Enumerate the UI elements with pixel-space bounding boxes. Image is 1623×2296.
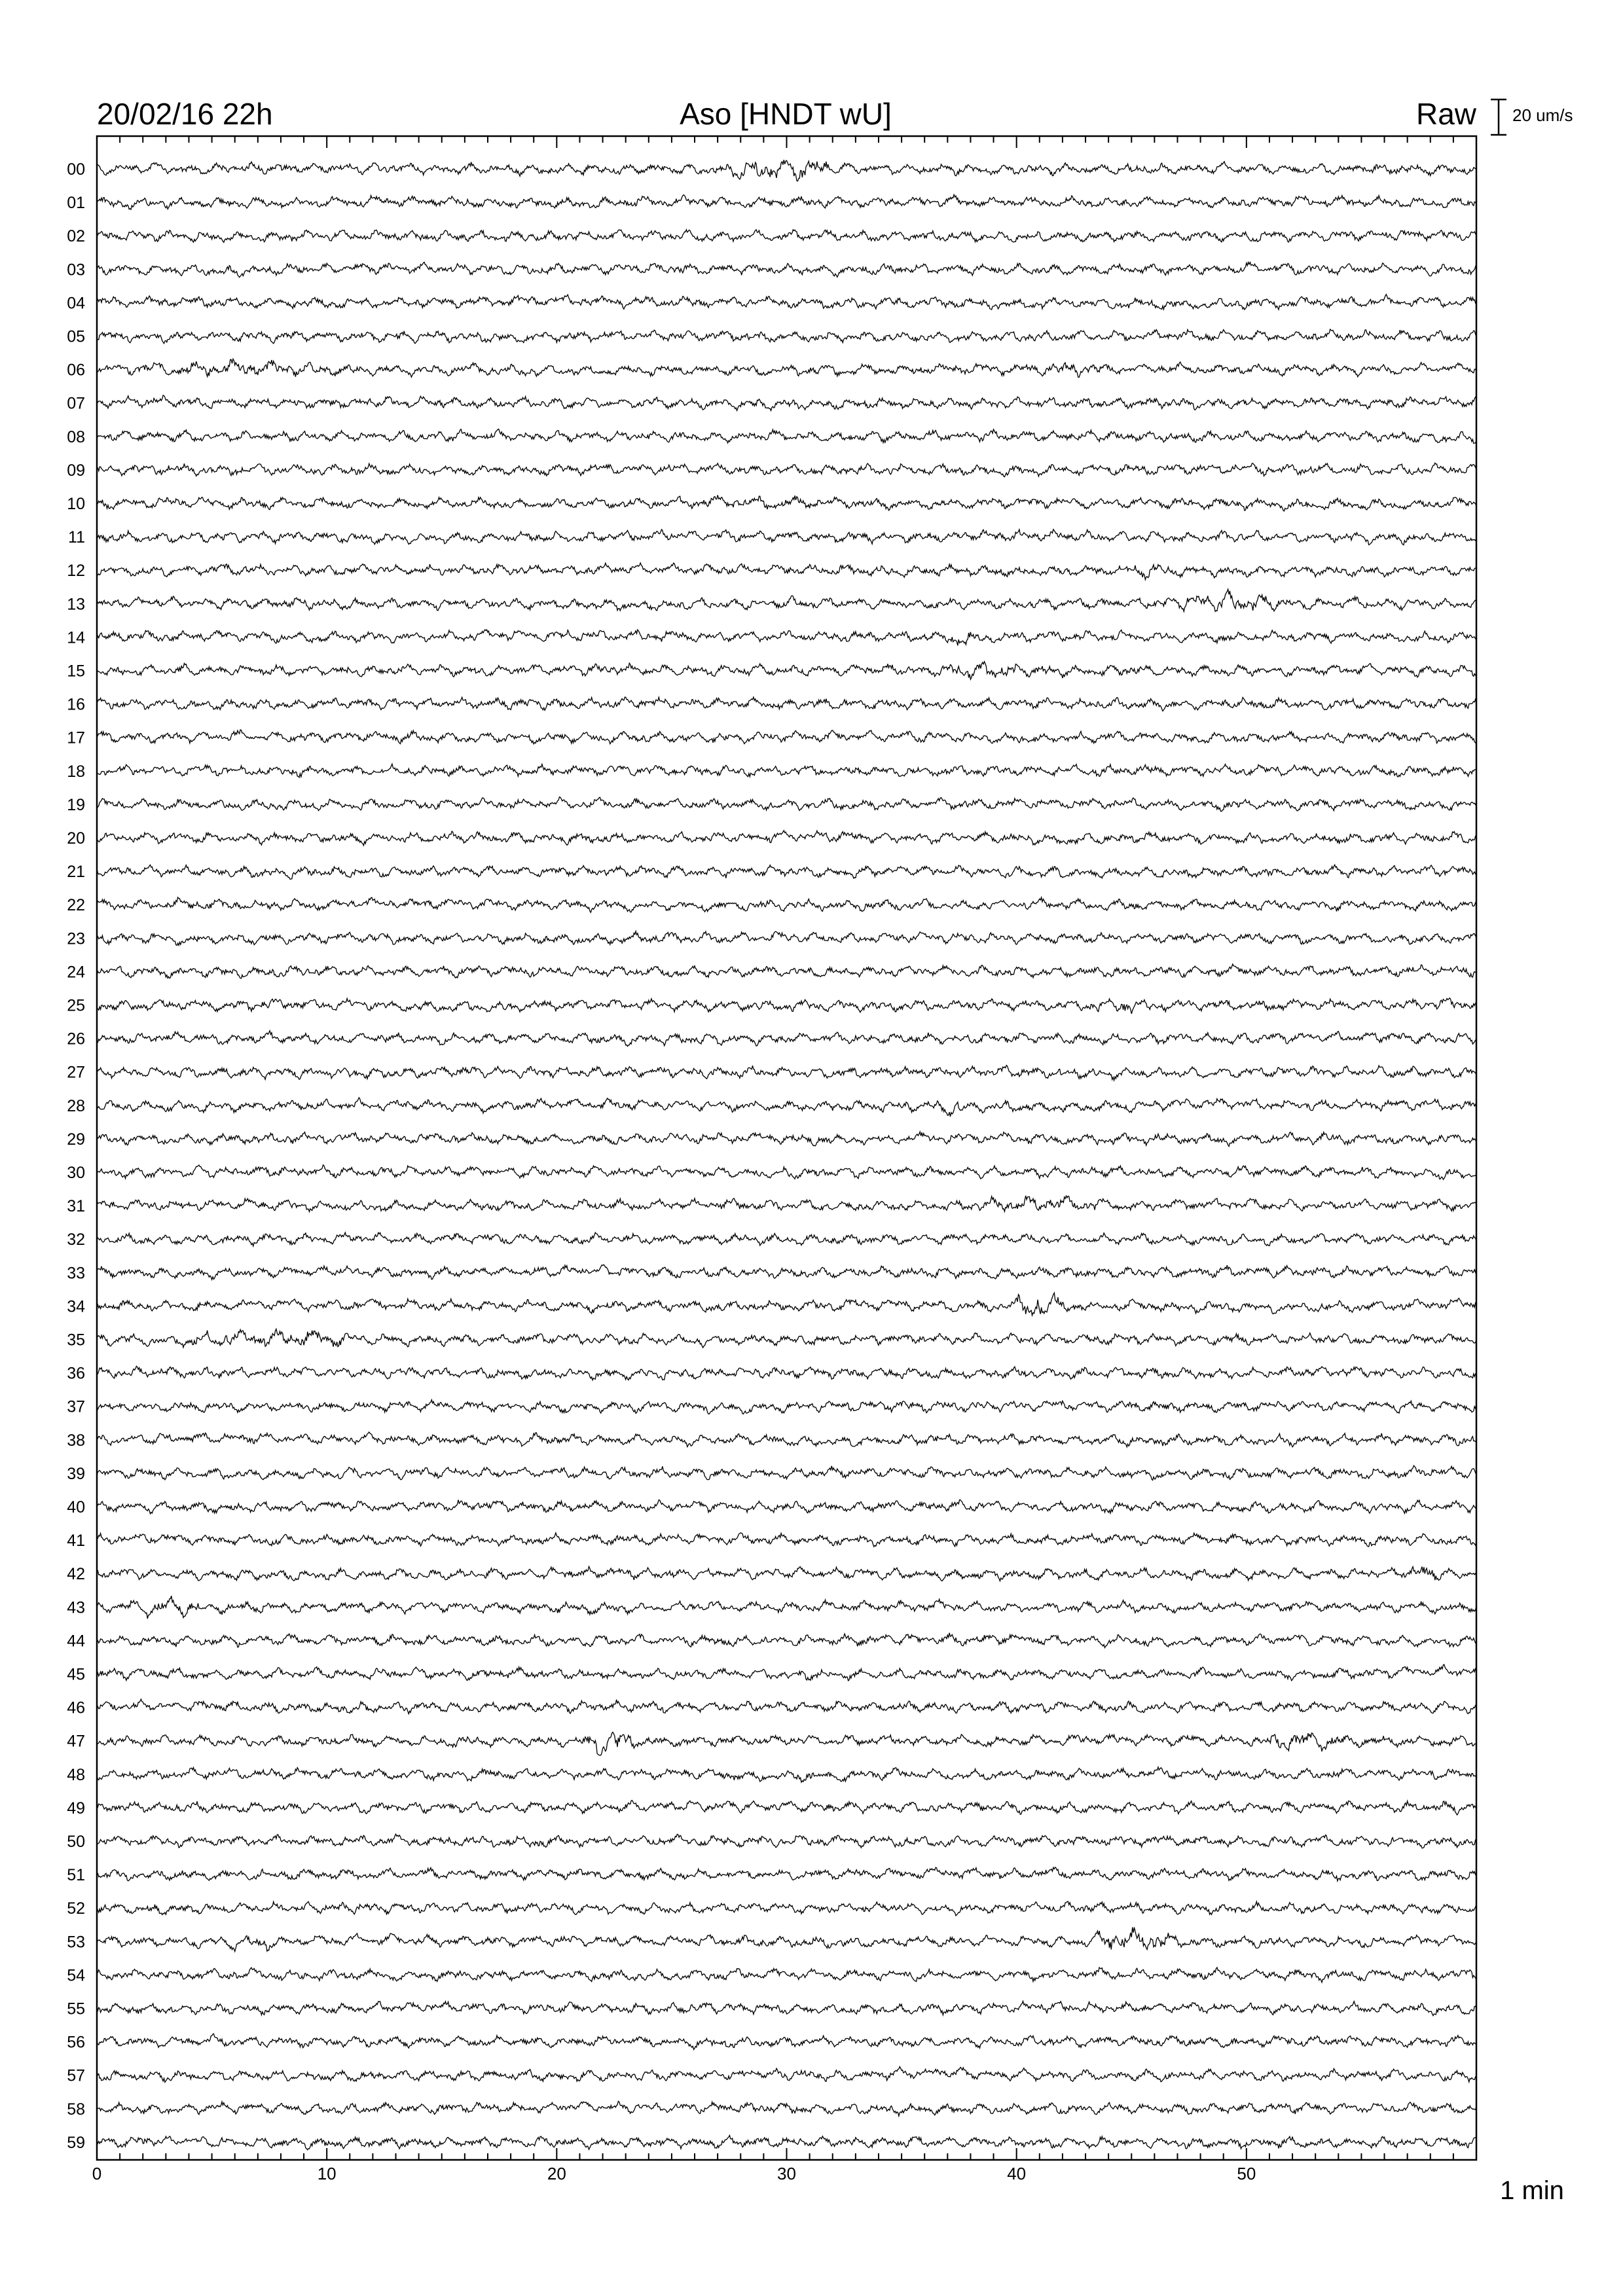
trace-50 [97, 1834, 1476, 1848]
trace-22 [97, 897, 1476, 912]
trace-46 [97, 1699, 1476, 1714]
row-label-35: 35 [67, 1331, 85, 1350]
row-label-26: 26 [67, 1030, 85, 1049]
x-tick-label-10: 10 [317, 2164, 337, 2183]
row-label-47: 47 [67, 1732, 85, 1751]
row-label-39: 39 [67, 1464, 85, 1483]
trace-52 [97, 1901, 1476, 1916]
trace-31 [97, 1196, 1476, 1212]
x-tick-label-50: 50 [1237, 2164, 1256, 2183]
x-tick-label-20: 20 [547, 2164, 566, 2183]
trace-24 [97, 964, 1476, 978]
trace-57 [97, 2067, 1476, 2083]
row-label-12: 12 [67, 562, 85, 581]
row-label-23: 23 [67, 929, 85, 948]
row-label-20: 20 [67, 829, 85, 848]
trace-06 [97, 359, 1476, 377]
trace-40 [97, 1500, 1476, 1514]
trace-03 [97, 262, 1476, 278]
row-label-11: 11 [68, 528, 85, 547]
header-mode-label: Raw [1415, 97, 1476, 131]
row-label-24: 24 [67, 963, 85, 982]
trace-19 [97, 797, 1476, 812]
row-label-51: 51 [67, 1866, 85, 1885]
row-label-07: 07 [67, 394, 85, 413]
row-label-46: 46 [67, 1698, 85, 1717]
row-label-16: 16 [67, 695, 85, 714]
trace-48 [97, 1767, 1476, 1782]
trace-30 [97, 1165, 1476, 1179]
row-label-00: 00 [67, 160, 85, 179]
scale-bar-label: 20 um/s [1512, 105, 1573, 125]
row-label-29: 29 [67, 1130, 85, 1149]
trace-25 [97, 998, 1476, 1014]
row-label-25: 25 [67, 996, 85, 1015]
trace-55 [97, 2001, 1476, 2016]
trace-45 [97, 1664, 1476, 1681]
row-label-30: 30 [67, 1164, 85, 1182]
trace-28 [97, 1098, 1476, 1117]
row-label-21: 21 [67, 863, 85, 882]
trace-18 [97, 764, 1476, 778]
row-label-33: 33 [67, 1264, 85, 1283]
trace-12 [97, 563, 1476, 580]
trace-04 [97, 295, 1476, 310]
seismic-traces [97, 160, 1476, 2150]
row-label-19: 19 [67, 795, 85, 814]
trace-26 [97, 1031, 1476, 1047]
trace-01 [97, 194, 1476, 209]
trace-09 [97, 463, 1476, 476]
row-label-17: 17 [67, 728, 85, 747]
row-label-13: 13 [67, 595, 85, 614]
trace-59 [97, 2136, 1476, 2150]
trace-39 [97, 1465, 1476, 1480]
row-label-59: 59 [67, 2133, 85, 2152]
trace-58 [97, 2102, 1476, 2117]
row-label-05: 05 [67, 327, 85, 346]
row-labels [67, 160, 85, 2152]
trace-23 [97, 931, 1476, 946]
row-label-09: 09 [67, 461, 85, 480]
row-label-32: 32 [67, 1230, 85, 1249]
row-label-27: 27 [67, 1063, 85, 1082]
trace-54 [97, 1967, 1476, 1982]
row-label-34: 34 [67, 1297, 85, 1316]
row-label-55: 55 [67, 2000, 85, 2018]
row-label-56: 56 [67, 2033, 85, 2052]
trace-08 [97, 429, 1476, 444]
trace-42 [97, 1566, 1476, 1581]
header-datetime: 20/02/16 22h [97, 97, 273, 131]
trace-47 [97, 1732, 1476, 1755]
row-label-50: 50 [67, 1833, 85, 1851]
row-label-53: 53 [67, 1933, 85, 1952]
trace-37 [97, 1400, 1476, 1414]
trace-27 [97, 1066, 1476, 1081]
row-label-03: 03 [67, 260, 85, 279]
trace-43 [97, 1596, 1476, 1619]
trace-34 [97, 1293, 1476, 1316]
trace-51 [97, 1867, 1476, 1881]
trace-05 [97, 329, 1476, 344]
trace-14 [97, 630, 1476, 645]
row-label-02: 02 [67, 227, 85, 246]
trace-29 [97, 1132, 1476, 1146]
row-label-44: 44 [67, 1632, 85, 1651]
row-label-52: 52 [67, 1899, 85, 1918]
trace-17 [97, 730, 1476, 744]
row-label-38: 38 [67, 1431, 85, 1450]
row-label-18: 18 [67, 762, 85, 781]
trace-02 [97, 230, 1476, 243]
trace-20 [97, 831, 1476, 846]
row-label-57: 57 [67, 2066, 85, 2085]
row-label-28: 28 [67, 1096, 85, 1115]
trace-13 [97, 589, 1476, 611]
trace-33 [97, 1265, 1476, 1280]
row-label-14: 14 [67, 628, 85, 647]
trace-11 [97, 529, 1476, 545]
x-tick-label-30: 30 [777, 2164, 796, 2183]
row-label-54: 54 [67, 1966, 85, 1985]
row-label-08: 08 [67, 427, 85, 446]
row-label-04: 04 [67, 294, 85, 313]
trace-44 [97, 1633, 1476, 1648]
row-label-41: 41 [67, 1532, 85, 1551]
row-label-48: 48 [67, 1765, 85, 1784]
scale-bar [1491, 99, 1573, 135]
row-label-15: 15 [67, 662, 85, 681]
header-station-title: Aso [HNDT wU] [680, 97, 892, 131]
trace-56 [97, 2034, 1476, 2049]
row-label-10: 10 [67, 495, 85, 513]
trace-53 [97, 1928, 1476, 1952]
row-label-22: 22 [67, 896, 85, 915]
trace-49 [97, 1801, 1476, 1815]
row-label-37: 37 [67, 1397, 85, 1416]
row-label-06: 06 [67, 361, 85, 380]
row-label-49: 49 [67, 1799, 85, 1818]
row-label-58: 58 [67, 2100, 85, 2119]
row-label-36: 36 [67, 1364, 85, 1383]
trace-16 [97, 697, 1476, 711]
row-label-42: 42 [67, 1565, 85, 1584]
x-tick-label-0: 0 [92, 2164, 102, 2183]
trace-10 [97, 495, 1476, 511]
x-tick-label-40: 40 [1007, 2164, 1027, 2183]
trace-00 [97, 160, 1476, 181]
trace-32 [97, 1232, 1476, 1246]
x-axis-unit-label: 1 min [1500, 2176, 1564, 2205]
row-label-43: 43 [67, 1598, 85, 1617]
trace-15 [97, 662, 1476, 679]
trace-41 [97, 1533, 1476, 1547]
trace-36 [97, 1366, 1476, 1380]
row-label-31: 31 [67, 1197, 85, 1216]
trace-07 [97, 395, 1476, 411]
row-label-45: 45 [67, 1665, 85, 1684]
trace-35 [97, 1329, 1476, 1348]
row-label-40: 40 [67, 1498, 85, 1516]
time-axis-labels [92, 2164, 1256, 2183]
trace-38 [97, 1432, 1476, 1447]
row-label-01: 01 [67, 194, 85, 213]
trace-21 [97, 865, 1476, 879]
